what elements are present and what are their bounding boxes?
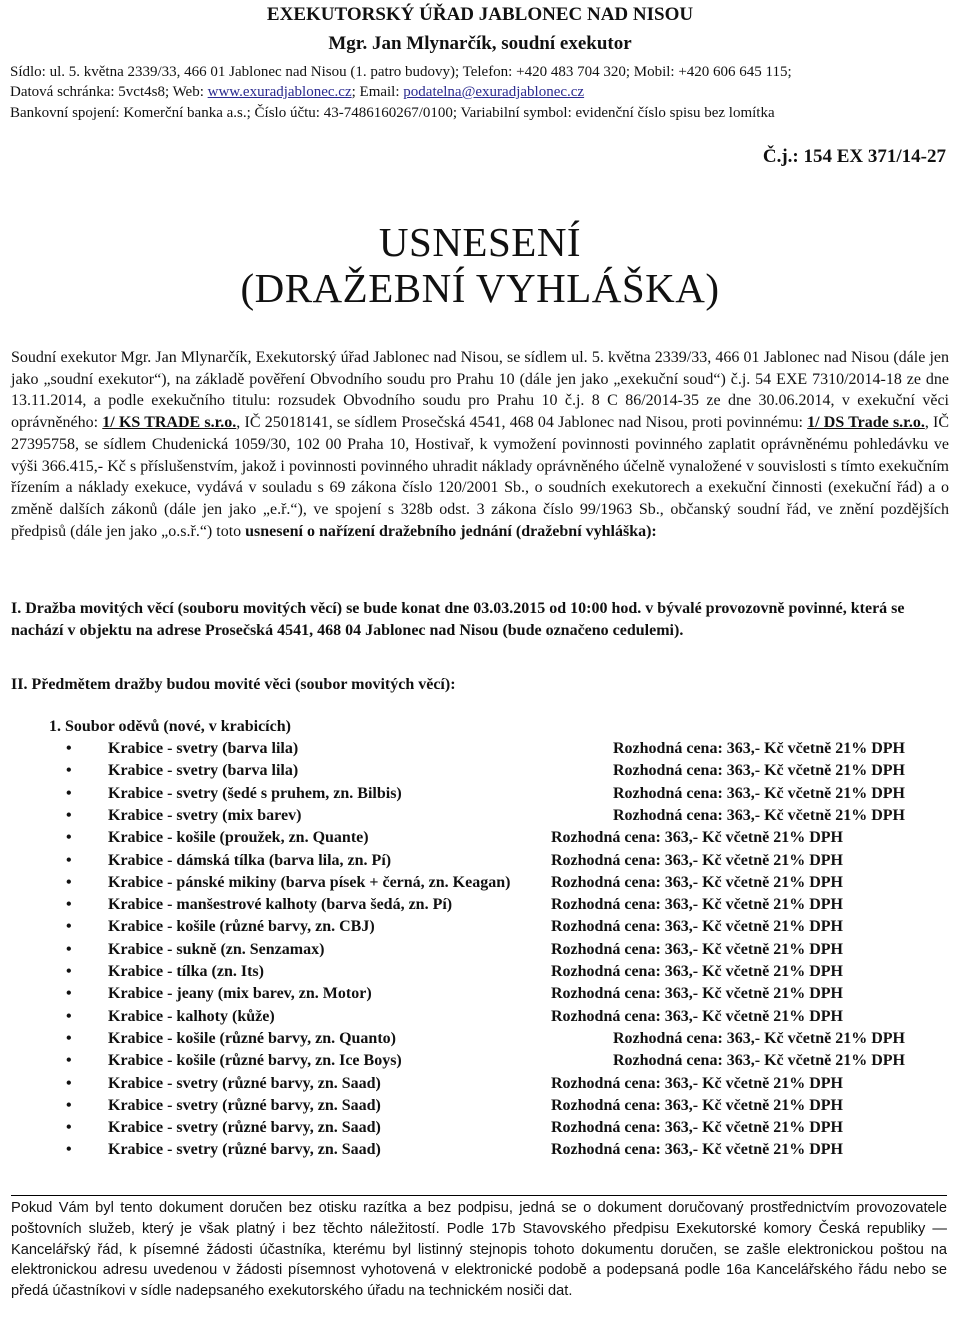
bullet-icon: •	[66, 985, 72, 1003]
list-item	[66, 785, 946, 807]
list-item	[66, 1008, 946, 1030]
email-label: ; Email:	[351, 84, 404, 100]
item-name: Krabice - košile (různé barvy, zn. Ice Boys)	[108, 1052, 402, 1070]
item-name: Krabice - košile (různé barvy, zn. CBJ)	[108, 918, 375, 936]
bullet-icon: •	[66, 1074, 72, 1092]
item-price: Rozhodná cena: 363,- Kč včetně 21% DPH	[551, 896, 843, 914]
email-link[interactable]: podatelna@exuradjablonec.cz	[403, 84, 585, 100]
item-price: Rozhodná cena: 363,- Kč včetně 21% DPH	[551, 940, 843, 958]
intro-paragraph	[11, 347, 949, 542]
list-item	[66, 762, 946, 784]
list-item	[66, 807, 946, 829]
bullet-icon: •	[66, 784, 72, 802]
list-item	[66, 985, 946, 1007]
item-price: Rozhodná cena: 363,- Kč včetně 21% DPH	[613, 1029, 905, 1047]
contact-line	[10, 83, 584, 102]
list-item	[66, 1030, 946, 1052]
bullet-icon: •	[66, 1141, 72, 1159]
web-link[interactable]: www.exuradjablonec.cz	[207, 84, 352, 100]
list-item	[66, 918, 946, 940]
list-item	[66, 941, 946, 963]
item-price: Rozhodná cena: 363,- Kč včetně 21% DPH	[613, 762, 905, 780]
item-price: Rozhodná cena: 363,- Kč včetně 21% DPH	[551, 1096, 843, 1114]
item-price: Rozhodná cena: 363,- Kč včetně 21% DPH	[551, 985, 843, 1003]
list-item	[66, 1141, 946, 1163]
list-item	[66, 874, 946, 896]
item-price: Rozhodná cena: 363,- Kč včetně 21% DPH	[613, 806, 905, 824]
bank-line: Bankovní spojení: Komerční banka a.s.; Číslo účtu: 43-7486160267/0100; Variabilní symbol: evidenční číslo spisu bez lomítka	[10, 105, 775, 121]
list-item	[66, 896, 946, 918]
decision-label: usnesení o nařízení dražebního jednání (dražební vyhláška):	[245, 522, 657, 540]
item-name: Krabice - košile (proužek, zn. Quante)	[108, 829, 369, 847]
item-name: Krabice - svetry (barva lila)	[108, 762, 299, 780]
document-title: USNESENÍ	[378, 219, 582, 265]
list-item	[66, 829, 946, 851]
item-price: Rozhodná cena: 363,- Kč včetně 21% DPH	[551, 963, 843, 980]
item-name: Krabice - manšestrové kalhoty (barva šedá, zn. Pí)	[108, 896, 453, 914]
list-item	[66, 740, 946, 762]
bullet-icon: •	[66, 896, 72, 914]
item-name: Krabice - dámská tílka (barva lila, zn. Pí)	[108, 851, 392, 869]
item-name: Krabice - svetry (různé barvy, zn. Saad)	[108, 1119, 381, 1137]
section-1-auction-date: I. Dražba movitých věcí (souboru movitých věcí) se bude konat dne 03.03.2015 od 10:00 hod. v bývalé provozovně povinné, která se nachází v objektu na adrese Prosečská 4541, 468 04 Jablonec nad Nisou (bude označeno cedulemi).	[11, 600, 905, 639]
footer-notice: Pokud Vám byl tento dokument doručen bez otisku razítka a bez podpisu, jedná se o dokument doručovaný prostřednictvím provozovatele poštovních služeb, který je však platný i bez těchto náležitostí. Podle 17b Stavovského předpisu Exekutorské komory Česká republiky — Kancelářský řád, k písemné žádosti účastníka, kterému byl listinný stejnopis tohoto dokumentu doručen, se zašle elektronickou poštou na elektronickou adresu uvedenou v žádosti písemnost vyhotovená v elektronické podobě a podepsaná podle 16a Kancelářského řádu nebo se předá účastníkovi v sídle nadepsaného exekutorského úřadu na technickém nosiči dat.	[11, 1200, 947, 1300]
item-name: Krabice - svetry (mix barev)	[108, 806, 302, 824]
document-subtitle: (DRAŽEBNÍ VYHLÁŠKA)	[240, 265, 720, 311]
item-price: Rozhodná cena: 363,- Kč včetně 21% DPH	[551, 918, 843, 936]
item-name: Krabice - sukně (zn. Senzamax)	[108, 940, 325, 958]
bullet-icon: •	[66, 1029, 72, 1047]
bullet-icon: •	[66, 940, 72, 958]
list-item	[66, 1119, 946, 1141]
bullet-icon: •	[66, 851, 72, 869]
bullet-icon: •	[66, 1096, 72, 1114]
list-item	[66, 963, 946, 985]
item-price: Rozhodná cena: 363,- Kč včetně 21% DPH	[551, 1007, 843, 1025]
item-price: Rozhodná cena: 363,- Kč včetně 21% DPH	[613, 740, 905, 757]
item-price: Rozhodná cena: 363,- Kč včetně 21% DPH	[613, 1052, 905, 1070]
bullet-icon: •	[66, 963, 72, 980]
intro-text-1: Soudní exekutor Mgr. Jan Mlynarčík, Exekutorský úřad Jablonec nad Nisou, se sídlem ul. 5. května 2339/33, 466 01 Jablonec nad Nisou (dále jen jako „soudní exekutor“), na základě pověření Obvodního soudu pro Prahu 10 (dále jen jako „exekuční soud“) č.j. 54 EXE 7310/2014-18 ze dne 13.11.2014, a podle exekučního titulu: rozsudek Obvodního soudu pro Prahu 10 č.j. 8 C 86/2014-35 ze dne 30.06.2014, v exekuční věci oprávněného:	[11, 349, 949, 432]
item-name: Krabice - svetry (barva lila)	[108, 740, 299, 757]
item-name: Krabice - jeany (mix barev, zn. Motor)	[108, 985, 372, 1003]
office-title: EXEKUTORSKÝ ÚŘAD JABLONEC NAD NISOU	[266, 4, 694, 25]
subsection-clothing: 1. Soubor oděvů (nové, v krabicích)	[49, 718, 291, 735]
item-price: Rozhodná cena: 363,- Kč včetně 21% DPH	[551, 1119, 843, 1137]
item-name: Krabice - svetry (šedé s pruhem, zn. Bilbis)	[108, 784, 402, 802]
creditor-name: 1/ KS TRADE s.r.o.	[102, 414, 237, 432]
item-name: Krabice - pánské mikiny (barva písek + černá, zn. Keagan)	[108, 873, 511, 891]
item-name: Krabice - košile (různé barvy, zn. Quanto)	[108, 1029, 396, 1047]
bullet-icon: •	[66, 1007, 72, 1025]
item-name: Krabice - tílka (zn. Its)	[108, 963, 264, 980]
intro-text-3: , IČ 27395758, se sídlem Chudenická 1059/30, 102 00 Praha 10, Hostivař, k vymožení povinnosti povinného zaplatit oprávněnému pohledávku ve výši 366.415,- Kč s příslušenstvím, jakož i povinnosti povinného uhradit náklady oprávněného účelně vynaložené v souvislosti s tímto exekučním řízením a náklady exekuce, vydává v souladu s 69 zákona číslo 120/2001 Sb., o soudních exekutorech a exekuční činnosti (exekuční řád) a o změně dalších zákonů (dále jen jako „e.ř.“), ve spojení s 328b odst. 3 zákona číslo 99/1963 Sb., občanský soudní řád, ve znění pozdějších předpisů (dále jen jako „o.s.ř.“) toto	[11, 414, 950, 540]
list-item	[66, 1075, 946, 1097]
item-price: Rozhodná cena: 363,- Kč včetně 21% DPH	[551, 1074, 843, 1092]
executor-name: Mgr. Jan Mlynarčík, soudní exekutor	[328, 33, 632, 54]
bullet-icon: •	[66, 806, 72, 824]
item-price: Rozhodná cena: 363,- Kč včetně 21% DPH	[551, 1141, 843, 1159]
databox-text: Datová schránka: 5vct4s8; Web:	[10, 84, 208, 100]
item-name: Krabice - svetry (různé barvy, zn. Saad)	[108, 1141, 381, 1159]
bullet-icon: •	[66, 829, 72, 847]
item-price: Rozhodná cena: 363,- Kč včetně 21% DPH	[613, 784, 905, 802]
list-item	[66, 1052, 946, 1074]
item-price: Rozhodná cena: 363,- Kč včetně 21% DPH	[551, 873, 843, 891]
address-line: Sídlo: ul. 5. května 2339/33, 466 01 Jablonec nad Nisou (1. patro budovy); Telefon: +420 483 704 320; Mobil: +420 606 645 115;	[10, 64, 792, 80]
item-price: Rozhodná cena: 363,- Kč včetně 21% DPH	[551, 851, 843, 869]
bullet-icon: •	[66, 1052, 72, 1070]
intro-text-2: , IČ 25018141, se sídlem Prosečská 4541, 468 04 Jablonec nad Nisou, proti povinnému:	[236, 414, 808, 432]
bullet-icon: •	[66, 873, 72, 891]
footer-divider	[11, 1195, 947, 1196]
case-number: Č.j.: 154 EX 371/14-27	[762, 146, 946, 167]
bullet-icon: •	[66, 740, 72, 757]
bullet-icon: •	[66, 762, 72, 780]
section-2-heading: II. Předmětem dražby budou movité věci (soubor movitých věcí):	[11, 676, 456, 693]
item-price: Rozhodná cena: 363,- Kč včetně 21% DPH	[551, 829, 843, 847]
list-item	[66, 852, 946, 874]
bullet-icon: •	[66, 918, 72, 936]
item-name: Krabice - kalhoty (kůže)	[108, 1007, 275, 1025]
item-name: Krabice - svetry (různé barvy, zn. Saad)	[108, 1096, 381, 1114]
list-item	[66, 1097, 946, 1119]
item-name: Krabice - svetry (různé barvy, zn. Saad)	[108, 1074, 381, 1092]
debtor-name: 1/ DS Trade s.r.o.	[807, 414, 925, 432]
bullet-icon: •	[66, 1119, 72, 1137]
